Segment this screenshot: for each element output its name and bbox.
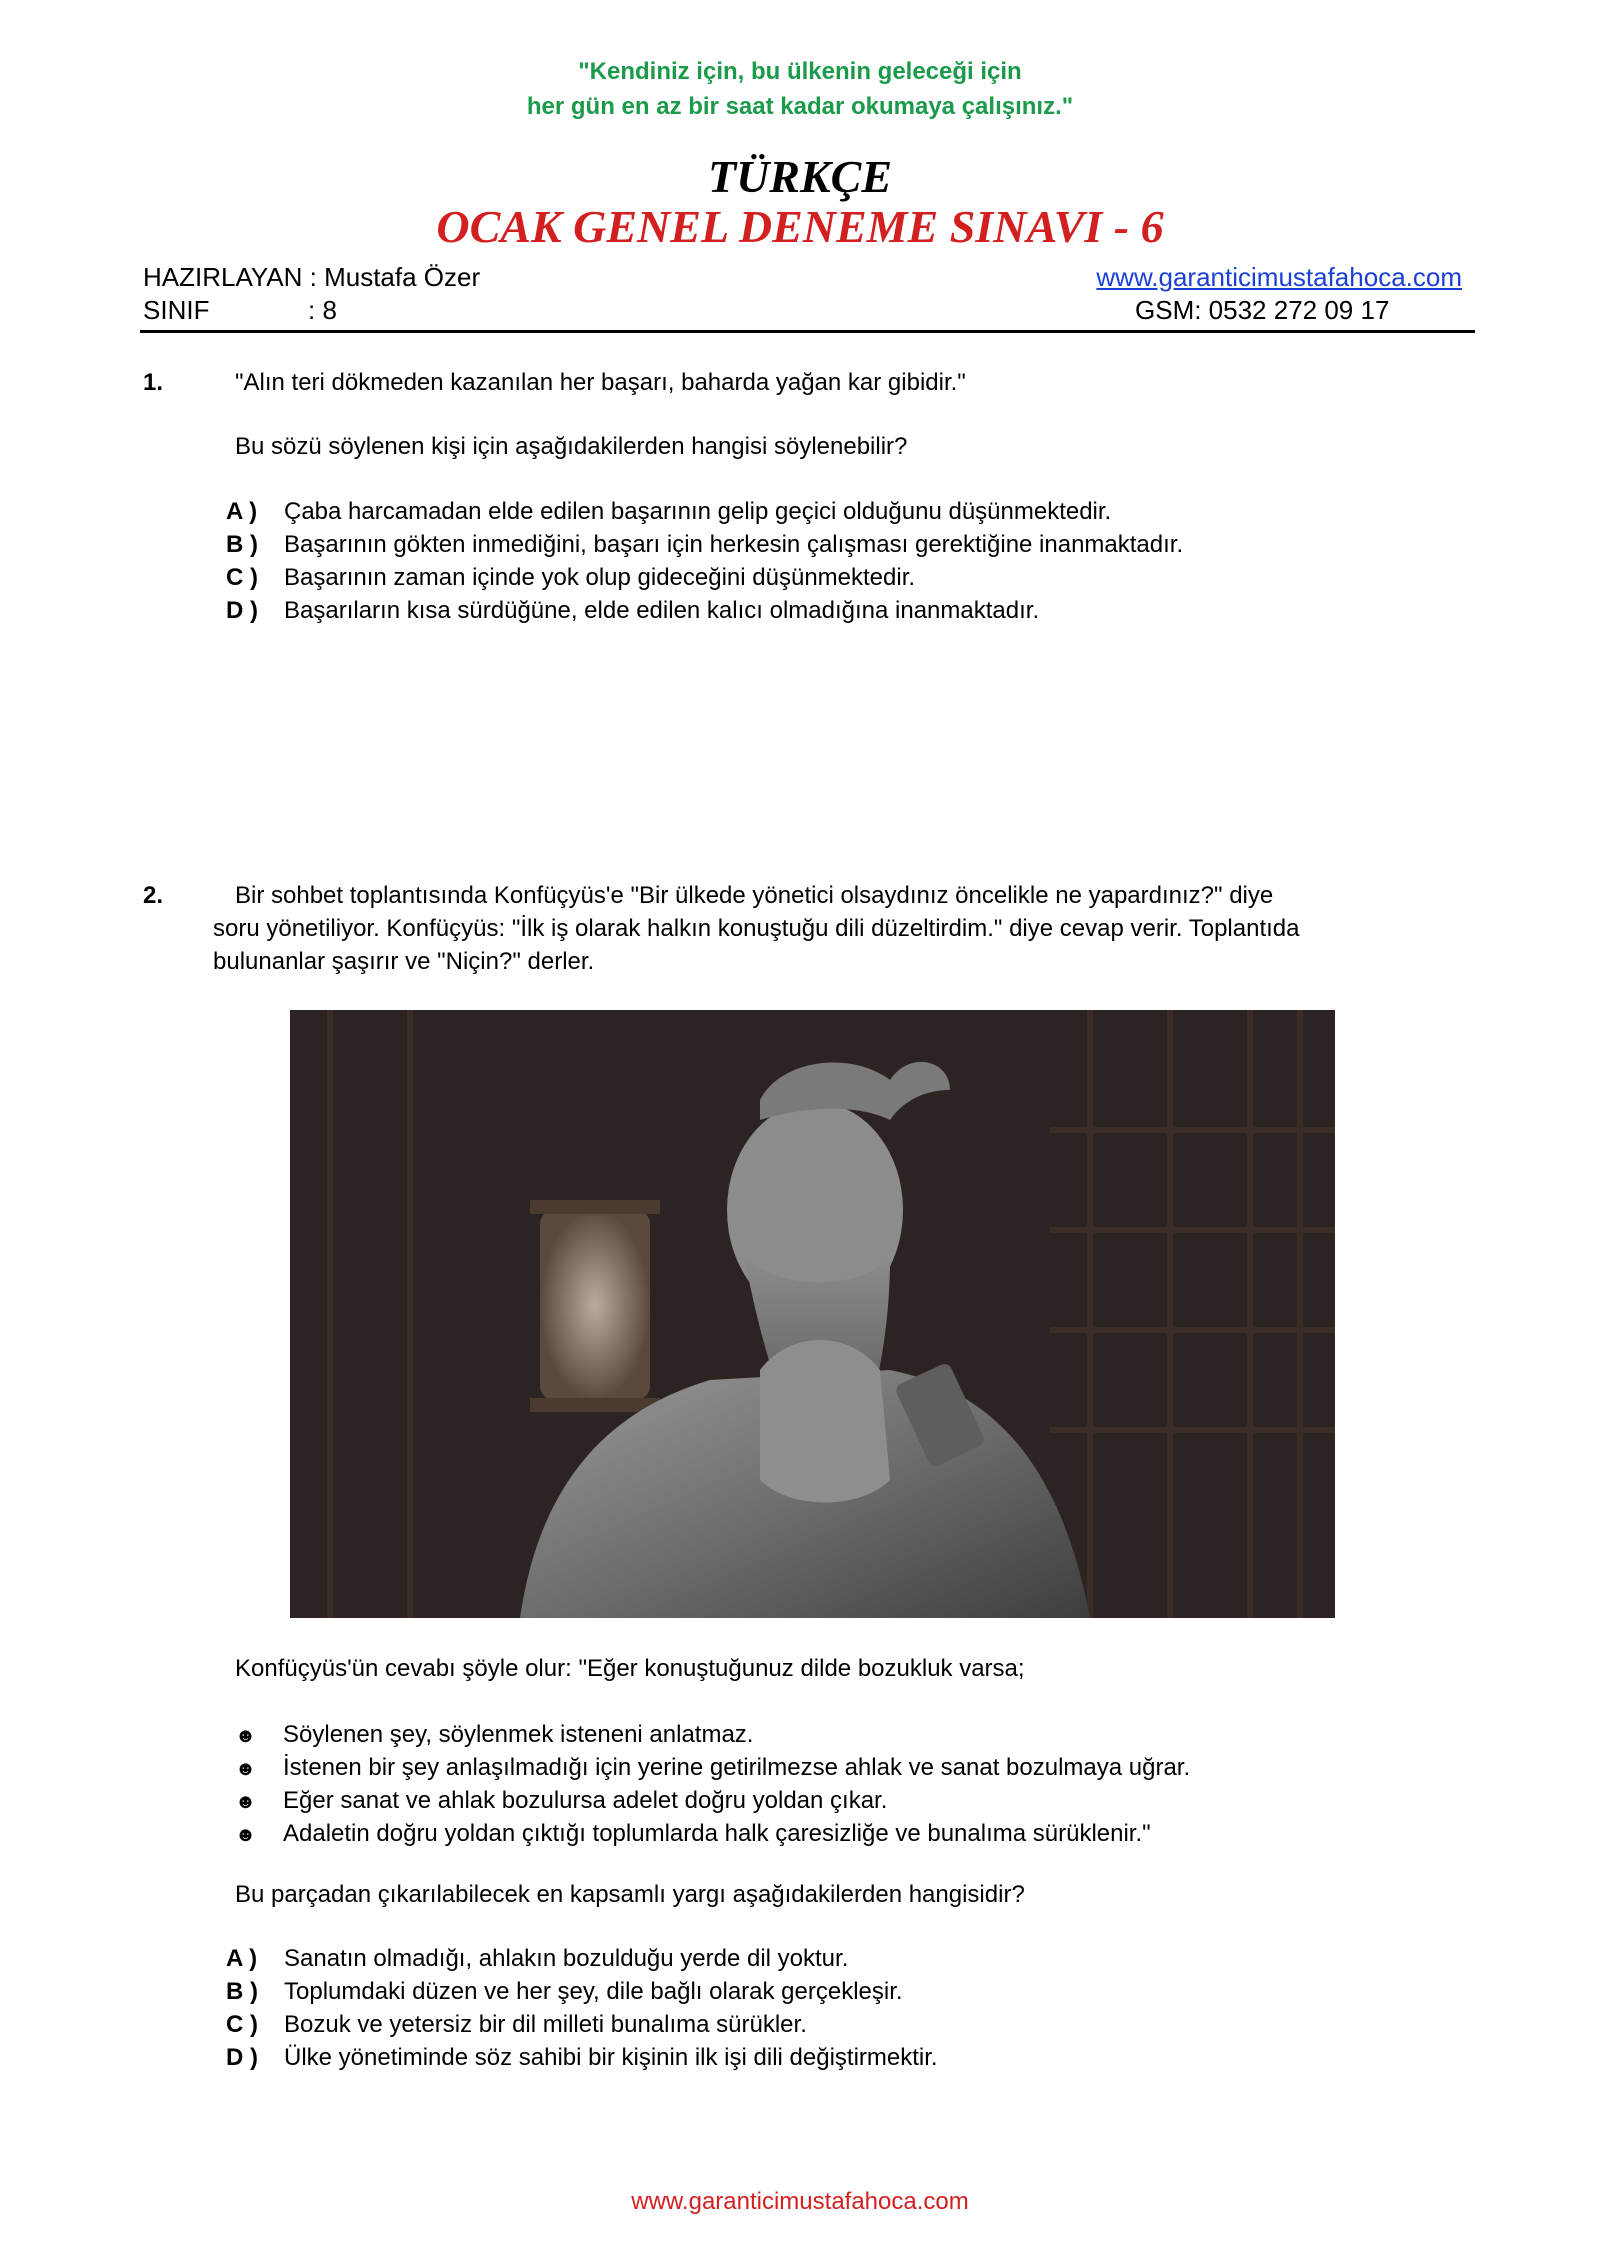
class-label: SINIF: [143, 295, 210, 325]
exam-title: OCAK GENEL DENEME SINAVI - 6: [436, 201, 1164, 252]
gsm-number: GSM: 0532 272 09 17: [1135, 295, 1390, 325]
header-divider: [140, 330, 1475, 333]
option-a[interactable]: A ) Çaba harcamadan elde edilen başarının gelip geçici olduğunu düşünmektedir.: [226, 498, 1112, 525]
website-link[interactable]: www.garanticimustafahoca.com: [1096, 262, 1462, 292]
subject-title: TÜRKÇE: [707, 151, 893, 202]
question-2-number: 2.: [143, 882, 164, 909]
list-item: ☻ Adaletin doğru yoldan çıktığı toplumlarda halk çaresizliğe ve bunalıma sürüklenir.": [235, 1820, 1151, 1847]
option-a[interactable]: A ) Sanatın olmadığı, ahlakın bozulduğu yerde dil yoktur.: [226, 1945, 849, 1972]
question-1-number: 1.: [143, 369, 164, 396]
question-2-intro-3: bulunanlar şaşırır ve "Niçin?" derler.: [213, 948, 595, 975]
statue-illustration: [290, 1010, 1335, 1618]
footer-website[interactable]: www.garanticimustafahoca.com: [631, 2188, 969, 2215]
prepared-by: HAZIRLAYAN : Mustafa Özer: [143, 262, 481, 292]
question-1-quote: "Alın teri dökmeden kazanılan her başarı, baharda yağan kar gibidir.": [235, 369, 966, 396]
list-item: ☻ Eğer sanat ve ahlak bozulursa adelet doğru yoldan çıkar.: [235, 1787, 888, 1814]
confucius-statue-photo: [290, 1010, 1335, 1618]
option-c[interactable]: C ) Bozuk ve yetersiz bir dil milleti bunalıma sürükler.: [226, 2011, 807, 2038]
class-value: : 8: [308, 295, 337, 325]
question-1-options: [226, 495, 1183, 627]
option-d[interactable]: D ) Başarıların kısa sürdüğüne, elde edilen kalıcı olmadığına inanmaktadır.: [226, 597, 1040, 624]
list-item: ☻ İstenen bir şey anlaşılmadığı için yerine getirilmezse ahlak ve sanat bozulmaya uğrar.: [235, 1754, 1191, 1781]
question-2-options: [226, 1942, 938, 2074]
option-d[interactable]: D ) Ülke yönetiminde söz sahibi bir kişinin ilk işi dili değiştirmektir.: [226, 2044, 938, 2071]
list-item: ☻ Söylenen şey, söylenmek isteneni anlatmaz.: [235, 1721, 754, 1748]
question-2-prompt: Bu parçadan çıkarılabilecek en kapsamlı yargı aşağıdakilerden hangisidir?: [235, 1881, 1025, 1908]
answer-bullet-list: [235, 1718, 1190, 1850]
question-2-intro-2: soru yönetiliyor. Konfüçyüs: "İlk iş olarak halkın konuştuğu dili düzeltirdim." diye cevap verir. Toplantıda: [213, 915, 1300, 942]
option-c[interactable]: C ) Başarının zaman içinde yok olup gideceğini düşünmektedir.: [226, 564, 916, 591]
option-b[interactable]: B ) Başarının gökten inmediğini, başarı için herkesin çalışması gerektiğine inanmaktadır.: [226, 531, 1184, 558]
question-2-intro-1: Bir sohbet toplantısında Konfüçyüs'e "Bir ülkede yönetici olsaydınız öncelikle ne yapardınız?" diye: [235, 882, 1274, 909]
question-1-prompt: Bu sözü söylenen kişi için aşağıdakilerden hangisi söylenebilir?: [235, 433, 908, 460]
answer-intro: Konfüçyüs'ün cevabı şöyle olur: "Eğer konuştuğunuz dilde bozukluk varsa;: [235, 1655, 1025, 1682]
motto-line-1: "Kendiniz için, bu ülkenin geleceği için: [578, 58, 1022, 85]
option-b[interactable]: B ) Toplumdaki düzen ve her şey, dile bağlı olarak gerçekleşir.: [226, 1978, 903, 2005]
motto-line-2: her gün en az bir saat kadar okumaya çalışınız.": [526, 93, 1074, 120]
